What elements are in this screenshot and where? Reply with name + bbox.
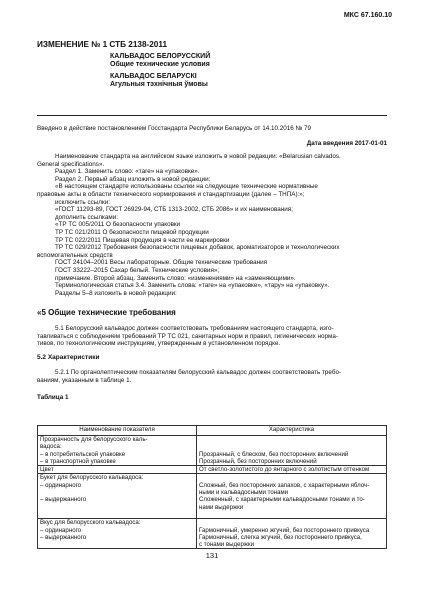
paragraph-5-2-1 (37, 369, 387, 384)
cell-characteristic (197, 474, 387, 519)
cell-line: Прозрачный, с блеском, без посторонних включений (199, 450, 349, 458)
cell-line: – в потребительской упаковке (40, 450, 126, 458)
header-indicator: Наименование показателя (38, 426, 197, 436)
cell-line: От светло-золотистого до янтарного с золотистым оттенком (199, 466, 370, 474)
body-line: ГОСТ 24104–2001 Весы лабораторные. Общие технические требования (55, 259, 268, 267)
table-row (38, 436, 387, 466)
paragraph-5-1 (37, 325, 387, 348)
table-caption: Таблица 1 (37, 394, 69, 401)
divider-top (37, 115, 387, 116)
cell-line: Сложенный, с характерными кальвадосными тонами и то- (199, 496, 365, 504)
cell-line: с тонами выдержки (199, 541, 254, 549)
body-line: правовые акты в области технического нормирования и стандартизации (далее – ТНПА):»; (37, 190, 305, 198)
body-line: вспомогательных средств (37, 251, 113, 259)
cell-characteristic (197, 436, 387, 466)
cell-line: Цвет (40, 466, 54, 474)
cell-line: ными и кальвадосными тонами (199, 489, 289, 497)
section-5-title: «5 Общие технические требования (37, 308, 176, 317)
cell-characteristic (197, 519, 387, 549)
body-line: General specifications». (37, 160, 105, 168)
cell-indicator (38, 474, 197, 519)
body-line: «ГОСТ 11293-89, ГОСТ 26929-94, СТБ 1313-2002, СТБ 2086» и их наименования; (55, 206, 293, 214)
cell-line: Вкус для белорусского кальвадоса: (40, 519, 141, 527)
body-line: Наименование стандарта на английском языке изложить в новой редакции: «Belarusian calvados. (55, 153, 341, 160)
body-line: Раздел 1. Заменить слово: «тare» на «упаковке». (55, 168, 200, 176)
body-line: «ТР ТС 005/2011 О безопасности упаковки (55, 221, 181, 229)
body-line: ТР ТС 022/2011 Пищевая продукция в части ее маркировки (55, 236, 230, 244)
cell-line: – ординарного (40, 481, 82, 489)
title-ru: КАЛЬВАДОС БЕЛОРУССКИЙ (110, 53, 211, 60)
subsection-5-2: 5.2 Характеристики (37, 354, 100, 361)
cell-indicator (38, 519, 197, 549)
table-row (38, 519, 387, 549)
amendment-title: ИЗМЕНЕНИЕ № 1 СТБ 2138-2011 (37, 40, 168, 49)
header-characteristic: Характеристика (197, 426, 387, 436)
p51-line: тавливаться с соблюдением требований ТР ТС 021, санитарных норм и правил, гигиенических норма- (37, 332, 338, 340)
characteristics-table (37, 425, 387, 549)
cell-line: Прозрачность для белорусского каль- (40, 436, 148, 443)
body-line: «В настоящем стандарте использованы ссылки на следующие технические нормативные (55, 183, 318, 191)
mks-code: МКС 67.160.10 (343, 12, 392, 19)
body-text (37, 153, 387, 297)
p51-line: 5.1 Белорусский кальвадос должен соответствовать требованиям настоящего стандарта, изго- (55, 325, 334, 332)
cell-line: – в транспортной упаковке (40, 457, 116, 465)
table-row (38, 474, 387, 519)
subtitle-ru: Общие технические условия (110, 61, 210, 69)
cell-line: – выдержанного (40, 533, 87, 541)
cell-line: Гармоничный, умеренно жгучий, без постороннего привкуса (199, 526, 370, 534)
cell-indicator (38, 466, 197, 474)
body-line: Разделы 5–8 изложить в новой редакции: (55, 289, 177, 297)
cell-line: Гармоничный, слегка жгучий, без постороннего привкуса, (199, 533, 362, 541)
cell-line: Прозрачный, без посторонних включений (199, 457, 317, 465)
cell-line: вадоса: (40, 443, 62, 451)
body-line: примечание. Второй абзац. Заменить слово: «изменениями» на «заменяющими». (55, 274, 296, 282)
cell-line: Сложный, без посторонних запахов, с характерными яблоч- (199, 481, 370, 489)
effective-date: Дата введения 2017-01-01 (306, 140, 387, 147)
table-header-row (38, 426, 387, 436)
cell-line: Букет для белорусского кальвадоса: (40, 474, 144, 482)
page-number: 131 (205, 551, 219, 560)
table-row (38, 466, 387, 474)
body-line: ТР ТС 029/2012 Требования безопасности пищевых добавок, ароматизаторов и технологических (55, 244, 340, 252)
title-by: КАЛЬВАДОС БЕЛАРУСКІ (110, 72, 197, 80)
body-line: Раздел 2. Первый абзац изложить в новой редакции: (55, 175, 211, 183)
standard-title-block (110, 53, 210, 90)
body-line: ГОСТ 33222–2015 Сахар белый. Технические условия»; (55, 266, 220, 274)
body-line: дополнить ссылками: (55, 213, 119, 221)
body-line: Терминологическая статья 3.4. Заменить слова: «тare» на «упаковке», «тару» на «упаковку». (55, 282, 330, 290)
subtitle-by: Агульныя тэхнічныя ўмовы (110, 81, 208, 89)
cell-indicator (38, 436, 197, 466)
cell-line: – ординарного (40, 526, 82, 534)
p521-line: ваниям, указанным в таблице 1. (37, 376, 132, 384)
cell-characteristic (197, 466, 387, 474)
cell-line: – выдержанного (40, 496, 87, 504)
body-line: исключить ссылки: (55, 198, 110, 206)
cell-line: нами выдержки (199, 503, 244, 511)
body-line: ТР ТС 021/2011 О безопасности пищевой продукции (55, 228, 209, 236)
intro-line: Введено в действие постановлением Госстандарта Республики Беларусь от 14.10.2016 № 79 (37, 125, 311, 132)
p521-line: 5.2.1 По органолептическим показателям белорусский кальвадос должен соответствовать требо- (55, 369, 342, 376)
p51-line: тивов, по технологическим инструкциям, утвержденным в установленном порядке. (37, 340, 281, 348)
